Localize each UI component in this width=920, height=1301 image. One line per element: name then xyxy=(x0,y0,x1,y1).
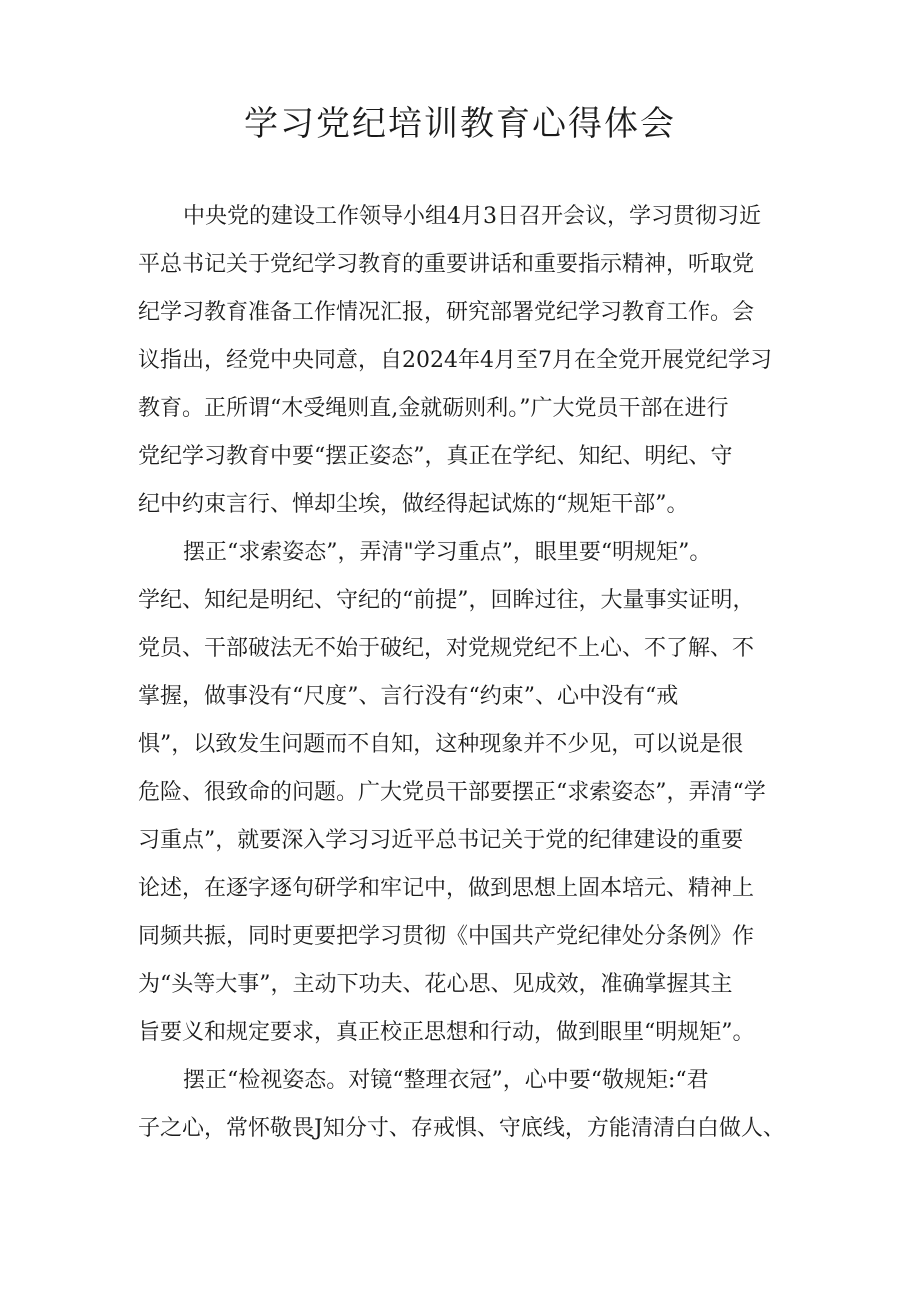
paragraph-line: 同频共振，同时更要把学习贯彻《中国共产党纪律处分条例》作 xyxy=(138,924,755,949)
paragraph-line: 惧”，以致发生问题而不自知，这种现象并不少见，可以说是很 xyxy=(138,732,744,757)
paragraph-line: 为“头等大事”，主动下功夫、花心思、见成效，准确掌握其主 xyxy=(138,972,733,997)
document-title: 学习党纪培训教育心得体会 xyxy=(244,104,676,144)
paragraph-line: 议指出，经党中央同意，自2024年4月至7月在全党开展党纪学习 xyxy=(138,348,772,373)
paragraph-line: 习重点”，就要深入学习习近平总书记关于党的纪律建设的重要 xyxy=(138,828,744,853)
paragraph-line: 论述，在逐字逐句研学和牢记中，做到思想上固本培元、精神上 xyxy=(138,876,755,901)
paragraph-line: 摆正“求索姿态”，弄清"学习重点”，眼里要“明规矩”。 xyxy=(183,540,712,565)
paragraph-line: 党纪学习教育中要“摆正姿态”，真正在学纪、知纪、明纪、守 xyxy=(138,444,733,469)
paragraph-line: 旨要义和规定要求，真正校正思想和行动，做到眼里“明规矩”。 xyxy=(138,1020,755,1045)
paragraph-line: 平总书记关于党纪学习教育的重要讲话和重要指示精神，听取党 xyxy=(138,252,755,277)
paragraph-line: 危险、很致命的问题。广大党员干部要摆正“求索姿态”，弄清“学 xyxy=(138,780,766,805)
paragraph-line: 中央党的建设工作领导小组4月3日召开会议，学习贯彻习近 xyxy=(183,204,761,229)
paragraph-line: 纪学习教育准备工作情况汇报，研究部署党纪学习教育工作。会 xyxy=(138,300,755,325)
paragraph-line: 掌握，做事没有“尺度”、言行没有“约束”、心中没有“戒 xyxy=(138,684,679,709)
paragraph-line: 摆正“检视姿态。对镜“整理衣冠”，心中要“敬规矩:“君 xyxy=(183,1068,709,1093)
paragraph-line: 学纪、知纪是明纪、守纪的“前提”，回眸过往，大量事实证明， xyxy=(138,588,755,613)
paragraph-line: 党员、干部破法无不始于破纪，对党规党纪不上心、不了解、不 xyxy=(138,636,755,661)
paragraph-line: 纪中约束言行、惮却尘埃，做经得起试炼的“规矩干部”。 xyxy=(138,492,689,517)
paragraph-line: 子之心，常怀敬畏J知分寸、存戒惧、守底线，方能清清白白做人、 xyxy=(138,1116,785,1141)
paragraph-line: 教育。正所谓“木受绳则直,金就砺则利。”广大党员干部在进行 xyxy=(138,396,729,421)
